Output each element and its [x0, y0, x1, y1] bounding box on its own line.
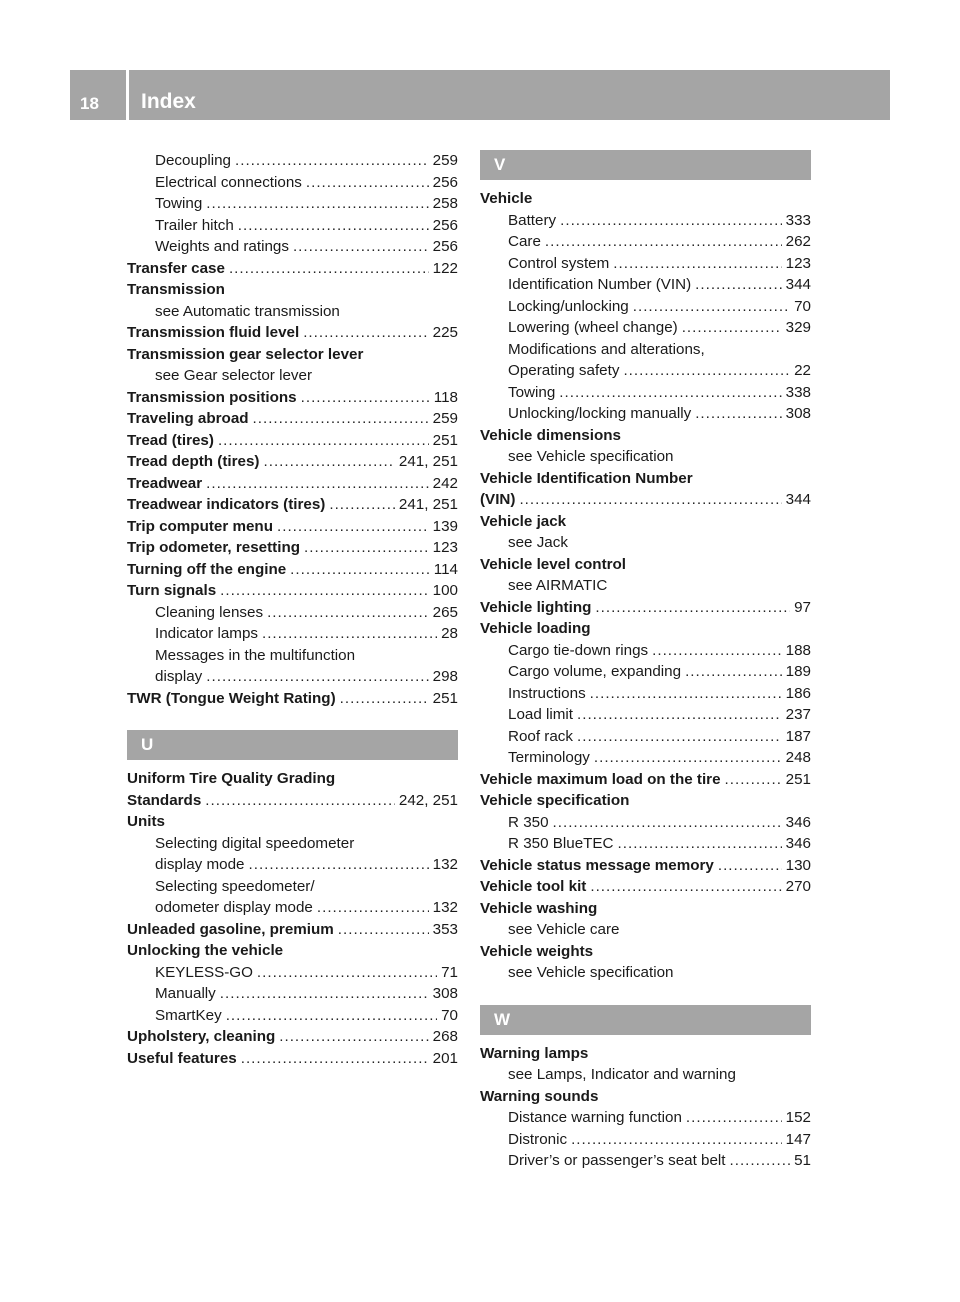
- index-subentry: Messages in the multifunction: [155, 646, 356, 664]
- index-subentry: Cargo volume, expanding ..... 189: [480, 661, 811, 683]
- index-entry: (VIN) ..... 344: [480, 489, 811, 511]
- index-subentry: Locking/unlocking ..... 70: [480, 296, 811, 318]
- index-heading: Vehicle jack: [480, 512, 567, 530]
- index-entry: Transmission fluid level ..... 225: [127, 322, 458, 344]
- index-heading: Vehicle: [480, 190, 533, 207]
- index-subentry: SmartKey ..... 70: [127, 1005, 458, 1027]
- index-entry: Useful features ..... 201: [127, 1048, 458, 1070]
- index-subentry: Trailer hitch ..... 256: [127, 215, 458, 237]
- index-heading: Units: [127, 813, 165, 830]
- index-entry: Treadwear indicators (tires) ..... 241, 251: [127, 494, 458, 516]
- index-subentry: Instructions ..... 186: [480, 683, 811, 705]
- index-see-reference: see AIRMATIC: [508, 577, 608, 594]
- index-column-left: [127, 150, 458, 1069]
- page-title: Index: [141, 90, 196, 113]
- index-see-reference: see Gear selector lever: [155, 367, 313, 384]
- index-subentry: Roof rack ..... 187: [480, 726, 811, 748]
- index-entry: Vehicle lighting ..... 97: [480, 597, 811, 619]
- index-entry: Tread depth (tires) ..... 241, 251: [127, 451, 458, 473]
- section-header-w: W: [480, 1005, 811, 1035]
- index-subentry: Towing ..... 338: [480, 382, 811, 404]
- index-see-reference: see Lamps, Indicator and warning: [508, 1066, 736, 1083]
- index-subentry: display ..... 298: [127, 666, 458, 688]
- index-heading: Vehicle Identification Number: [480, 469, 693, 487]
- index-subentry: Electrical connections ..... 256: [127, 172, 458, 194]
- index-subentry: Cargo tie-down rings ..... 188: [480, 640, 811, 662]
- index-subentry: Unlocking/locking manually ..... 308: [480, 403, 811, 425]
- index-entry: TWR (Tongue Weight Rating) ..... 251: [127, 688, 458, 710]
- index-subentry: Towing ..... 258: [127, 193, 458, 215]
- section-header-u: U: [127, 730, 458, 760]
- index-subentry: Distance warning function ..... 152: [480, 1107, 811, 1129]
- index-subentry: Care ..... 262: [480, 231, 811, 253]
- index-subentry: R 350 ..... 346: [480, 812, 811, 834]
- index-heading: Vehicle washing: [480, 899, 598, 917]
- index-entry: Vehicle status message memory ..... 130: [480, 855, 811, 877]
- index-entry: Transmission positions ..... 118: [127, 387, 458, 409]
- index-heading: Warning sounds: [480, 1087, 599, 1105]
- index-heading: Vehicle weights: [480, 942, 594, 960]
- index-subentry: Weights and ratings ..... 256: [127, 236, 458, 258]
- index-subentry: Terminology ..... 248: [480, 747, 811, 769]
- index-entry: Trip odometer, resetting ..... 123: [127, 537, 458, 559]
- index-see-reference: see Vehicle care: [508, 921, 620, 938]
- index-entry: Standards ..... 242, 251: [127, 790, 458, 812]
- index-entry: Tread (tires) ..... 251: [127, 430, 458, 452]
- index-heading: Vehicle loading: [480, 620, 591, 637]
- page-number: 18: [80, 94, 99, 113]
- index-subentry: KEYLESS-GO ..... 71: [127, 962, 458, 984]
- index-entry: Traveling abroad ..... 259: [127, 408, 458, 430]
- index-entry: Treadwear ..... 242: [127, 473, 458, 495]
- index-heading: Vehicle specification: [480, 792, 630, 809]
- index-entry: Vehicle tool kit ..... 270: [480, 876, 811, 898]
- index-subentry: Lowering (wheel change) ..... 329: [480, 317, 811, 339]
- index-subentry: Selecting digital speedometer: [155, 834, 355, 852]
- index-subentry: Driver’s or passenger’s seat belt ..... 51: [480, 1150, 811, 1172]
- index-subentry: Manually ..... 308: [127, 983, 458, 1005]
- index-entry: Unleaded gasoline, premium ..... 353: [127, 919, 458, 941]
- section-header-v: V: [480, 150, 811, 180]
- index-entry: Transfer case ..... 122: [127, 258, 458, 280]
- header-divider: [126, 70, 129, 120]
- index-subentry: Battery ..... 333: [480, 210, 811, 232]
- index-subentry: Identification Number (VIN) ..... 344: [480, 274, 811, 296]
- index-subentry: Load limit ..... 237: [480, 704, 811, 726]
- index-heading: Transmission gear selector lever: [127, 345, 364, 363]
- index-subentry: display mode ..... 132: [127, 854, 458, 876]
- index-entry: Turn signals ..... 100: [127, 580, 458, 602]
- index-subentry: odometer display mode ..... 132: [127, 897, 458, 919]
- index-heading: Vehicle dimensions: [480, 426, 621, 444]
- index-subentry: R 350 BlueTEC ..... 346: [480, 833, 811, 855]
- index-see-reference: see Automatic transmission: [155, 302, 340, 320]
- index-subentry: Indicator lamps ..... 28: [127, 623, 458, 645]
- index-column-right: [480, 150, 811, 1172]
- index-subentry: Cleaning lenses ..... 265: [127, 602, 458, 624]
- index-see-reference: see Vehicle specification: [508, 964, 674, 981]
- index-subentry: Distronic ..... 147: [480, 1129, 811, 1151]
- index-entry: Vehicle maximum load on the tire ..... 251: [480, 769, 811, 791]
- index-entry: Trip computer menu ..... 139: [127, 516, 458, 538]
- index-subentry: Modifications and alterations,: [508, 340, 705, 358]
- index-subentry: Decoupling ..... 259: [127, 150, 458, 172]
- index-heading: Unlocking the vehicle: [127, 942, 284, 959]
- index-heading: Transmission: [127, 281, 225, 298]
- index-heading: Warning lamps: [480, 1044, 589, 1062]
- index-subentry: Selecting speedometer/: [155, 877, 315, 895]
- index-heading: Vehicle level control: [480, 555, 627, 573]
- index-subentry: Operating safety ..... 22: [480, 360, 811, 382]
- index-see-reference: see Vehicle specification: [508, 448, 674, 465]
- index-heading: Uniform Tire Quality Grading: [127, 770, 336, 787]
- index-see-reference: see Jack: [508, 534, 568, 551]
- index-entry: Turning off the engine ..... 114: [127, 559, 458, 581]
- index-entry: Upholstery, cleaning ..... 268: [127, 1026, 458, 1048]
- index-subentry: Control system ..... 123: [480, 253, 811, 275]
